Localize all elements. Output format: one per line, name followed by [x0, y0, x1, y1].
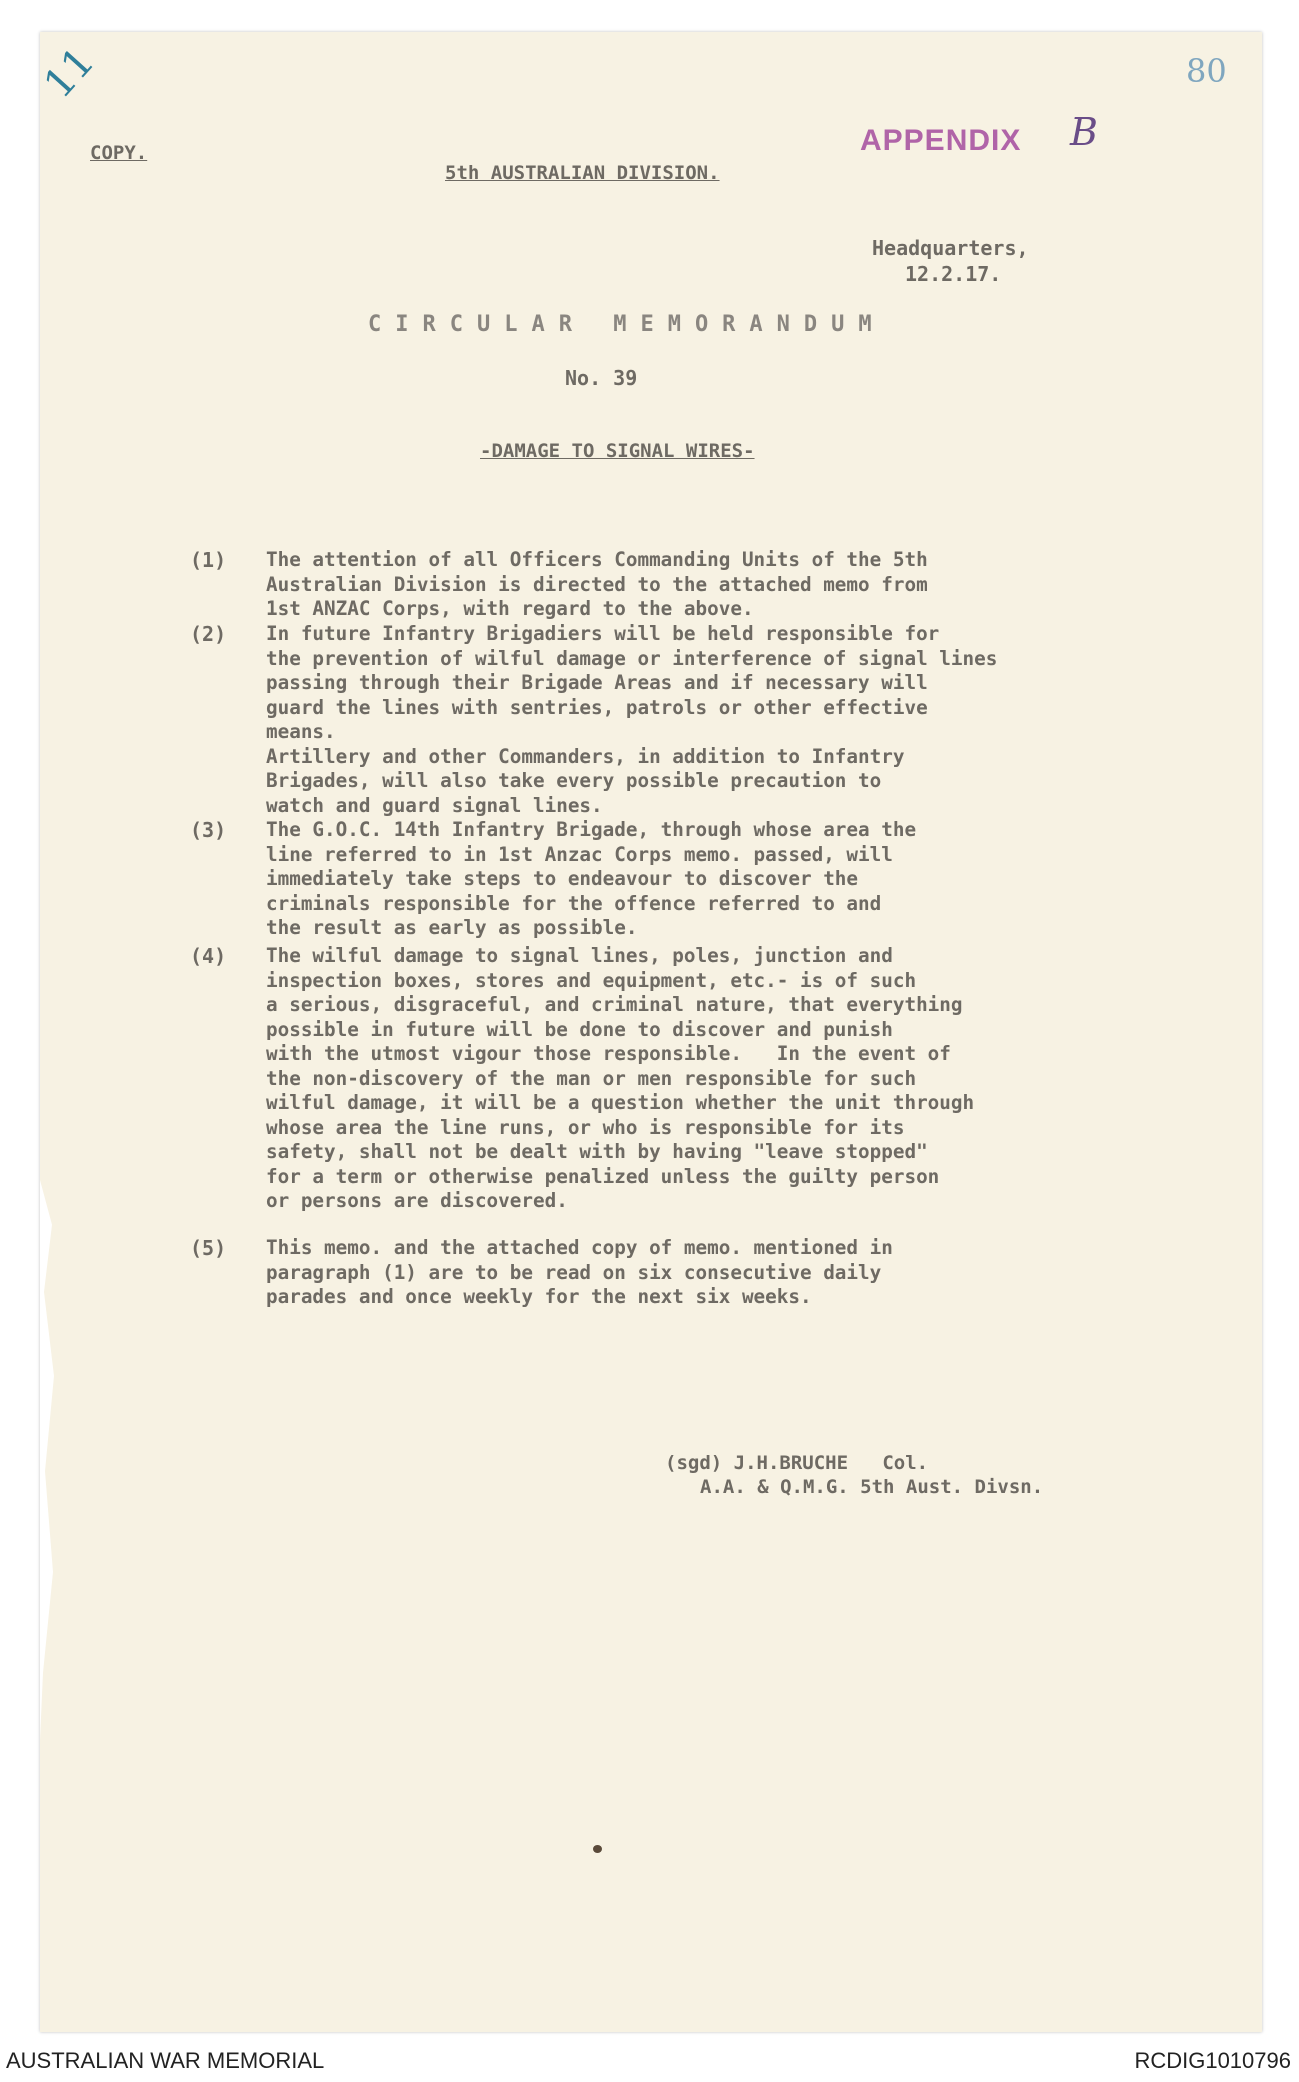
paragraph-number: (4) [190, 944, 227, 968]
paragraph-number: (5) [190, 1236, 227, 1260]
paragraph-text: In future Infantry Brigadiers will be held responsible for the prevention of wilful damage or interference of signal lines passing through their Brigade Areas and if necessary will guard the lines with sentries, patrols or other effective means. Artillery and other Commanders, in addition to Infantry Brigades, will also take every possible precaution to watch and guard signal lines. [266, 622, 998, 817]
source-credit: AUSTRALIAN WAR MEMORIAL [6, 2048, 325, 2073]
paragraph-text: The G.O.C. 14th Infantry Brigade, through whose area the line referred to in 1st Anzac Corps memo. passed, will immediately take steps to endeavour to discover the criminals responsible for the offence referred to and the result as early as possible. [266, 818, 917, 939]
signature-name: (sgd) J.H.BRUCHE Col. [665, 1452, 929, 1474]
paragraph-number: (3) [190, 818, 227, 842]
image-identifier: RCDIG1010796 [1134, 2048, 1291, 2073]
appendix-letter: B [1070, 110, 1098, 154]
memo-subject: -DAMAGE TO SIGNAL WIRES- [480, 440, 755, 462]
paragraph-number: (2) [190, 622, 227, 646]
copy-mark: COPY. [90, 142, 148, 164]
headquarters-label: Headquarters, [872, 236, 1029, 260]
appendix-stamp: APPENDIX [860, 124, 1022, 157]
paragraph-number: (1) [190, 548, 227, 572]
signature-title: A.A. & Q.M.G. 5th Aust. Divsn. [700, 1476, 1044, 1498]
ink-spot [593, 1845, 602, 1853]
memo-date: 12.2.17. [905, 262, 1002, 286]
paragraph-text: The attention of all Officers Commanding Units of the 5th Australian Division is directed to the attached memo from 1st ANZAC Corps, with regard to the above. [266, 548, 928, 620]
memo-title: CIRCULAR MEMORANDUM [368, 312, 886, 337]
memo-number: No. 39 [565, 366, 638, 390]
folio-number-left: 11 [35, 38, 104, 108]
folio-number-right: 80 [1186, 52, 1227, 90]
division-heading: 5th AUSTRALIAN DIVISION. [445, 162, 720, 184]
paragraph-text: This memo. and the attached copy of memo. mentioned in paragraph (1) are to be read on six consecutive daily parades and once weekly for the next six weeks. [266, 1236, 893, 1308]
paragraph-text: The wilful damage to signal lines, poles, junction and inspection boxes, stores and equipment, etc.- is of such a serious, disgraceful, and criminal nature, that everything possible in future will be done to discover and punish with the utmost vigour those responsible. In the event of the non-discovery of the man or men responsible for such wilful damage, it will be a question whether the unit through whose area the line runs, or who is responsible for its safety, shall not be dealt with by having "leave stopped" for a term or otherwise penalized unless the guilty person or persons are discovered. [266, 944, 975, 1212]
